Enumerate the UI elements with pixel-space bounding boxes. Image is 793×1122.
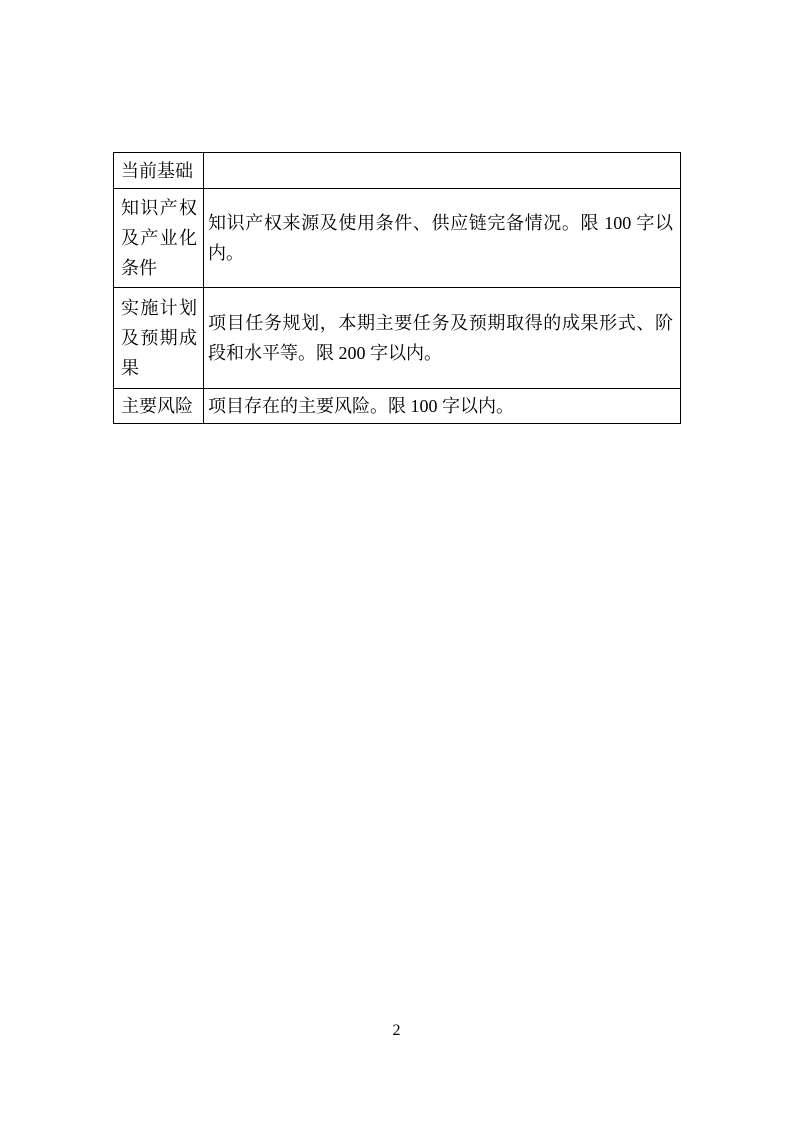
text-line: 实施计划	[121, 298, 197, 318]
row-content-cell-current-basis	[204, 153, 681, 189]
row-content-cell-implementation-plan	[204, 288, 681, 389]
row-label-cell-intellectual-property	[114, 189, 204, 288]
text-line: 项目存在的主要风险。限 100 字以内。	[208, 396, 514, 416]
row-content-cell-main-risks	[204, 389, 681, 424]
row-label-cell-main-risks	[114, 389, 204, 424]
text-line: 内。	[208, 243, 244, 263]
text-line: 知识产权来源及使用条件、供应链完备情况。限 100 字以	[208, 213, 673, 233]
text-line: 知识产权	[121, 198, 197, 218]
table-row	[114, 389, 681, 424]
project-form-table	[113, 152, 681, 424]
table-row	[114, 288, 681, 389]
text-line: 及预期成	[121, 328, 197, 348]
row-label-cell-implementation-plan	[114, 288, 204, 389]
text-line: 项目任务规划，本期主要任务及预期取得的成果形式、阶	[208, 313, 673, 333]
text-line: 及产业化	[121, 228, 197, 248]
text-line: 果	[121, 358, 139, 378]
page-number: 2	[392, 1022, 401, 1039]
row-label-cell-current-basis	[114, 153, 204, 189]
text-line: 条件	[121, 258, 157, 278]
text-line: 段和水平等。限 200 字以内。	[208, 343, 442, 363]
table-row	[114, 153, 681, 189]
table-row	[114, 189, 681, 288]
text-line: 当前基础	[121, 160, 193, 181]
form-table-body	[114, 153, 681, 424]
text-line: 主要风险	[121, 396, 193, 416]
row-content-cell-intellectual-property	[204, 189, 681, 288]
